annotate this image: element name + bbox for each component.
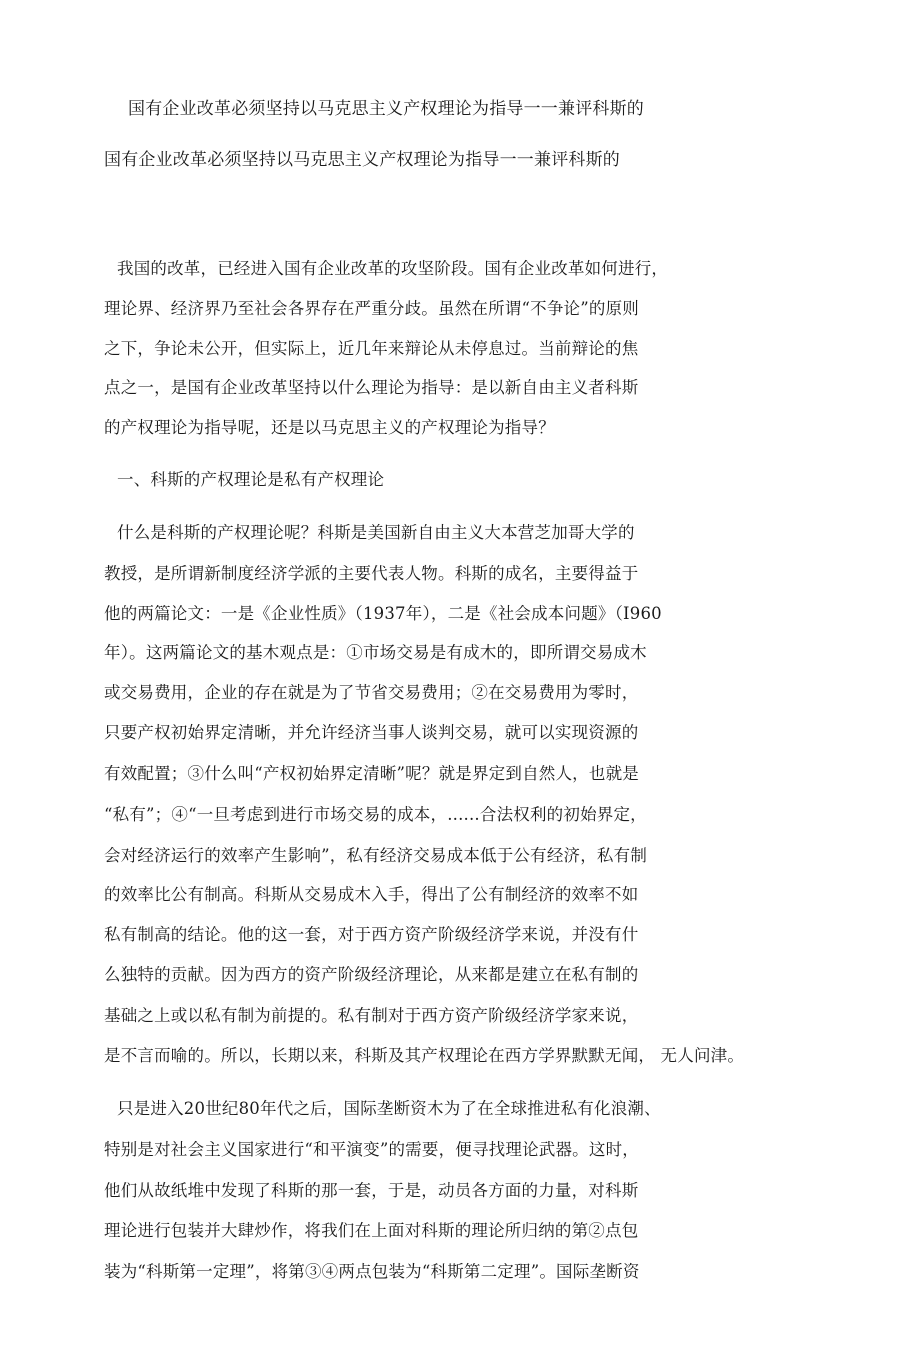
paragraph-line: 或交易费用，企业的存在就是为了节省交易费用；②在交易费用为零时，: [104, 683, 639, 702]
paragraph-line: 理论进行包装并大肆炒作，将我们在上面对科斯的理论所归纳的第②点包: [104, 1221, 639, 1240]
paragraph-line: 特别是对社会主义国家进行“和平演变”的需要，便寻找理论武器。这时，: [104, 1140, 639, 1159]
paragraph-line: 的效率比公有制高。科斯从交易成木入手，得出了公有制经济的效率不如: [104, 885, 639, 904]
paragraph-line: 私有制高的结论。他的这一套，对于西方资产阶级经济学来说，并没有什: [104, 925, 639, 944]
paragraph-line: 会对经济运行的效率产生影响”，私有经济交易成本低于公有经济，私有制: [104, 846, 648, 865]
paragraph-line: 基础之上或以私有制为前提的。私有制对于西方资产阶级经济学家来说，: [104, 1006, 639, 1025]
paragraph-line: 年）。这两篇论文的基木观点是：①市场交易是有成木的，即所谓交易成木: [104, 643, 647, 662]
paragraph-line: 我国的改革，已经进入国有企业改革的攻坚阶段。国有企业改革如何进行，: [117, 259, 669, 278]
paragraph-line: 什么是科斯的产权理论呢？科斯是美国新自由主义大本营芝加哥大学的: [117, 523, 635, 542]
paragraph-line: 么独特的贡献。因为西方的资产阶级经济理论，从来都是建立在私有制的: [104, 965, 639, 984]
paragraph-line: “私有”；④“一旦考虑到进行市场交易的成本，......合法权利的初始界定，: [104, 805, 647, 824]
paragraph-line: 是不言而喻的。所以，长期以来，科斯及其产权理论在西方学界默默无闻， 无人问津。: [104, 1046, 745, 1065]
paragraph-line: 有效配置；③什么叫“产权初始界定清晰”呢？就是界定到自然人，也就是: [104, 764, 639, 783]
section-heading: 一、科斯的产权理论是私有产权理论: [117, 470, 385, 489]
paragraph-line: 教授，是所谓新制度经济学派的主要代表人物。科斯的成名，主要得益于: [104, 564, 639, 583]
paragraph-line: 他的两篇论文：一是《企业性质》（1937年），二是《社会成本问题》（I960: [104, 604, 662, 623]
paragraph-line: 的产权理论为指导呢，还是以马克思主义的产权理论为指导？: [104, 418, 555, 437]
paragraph-line: 之下，争论未公开，但实际上，近几年来辩论从未停息过。当前辩论的焦: [104, 339, 639, 358]
paragraph-line: 只要产权初始界定清晰，并允许经济当事人谈判交易，就可以实现资源的: [104, 723, 639, 742]
paragraph-line: 他们从故纸堆中发现了科斯的那一套，于是，动员各方面的力量，对科斯: [104, 1181, 639, 1200]
document-header-title: 国有企业改革必须坚持以马克思主义产权理论为指导一一兼评科斯的: [128, 99, 644, 119]
document-title: 国有企业改革必须坚持以马克思主义产权理论为指导一一兼评科斯的: [104, 150, 620, 170]
paragraph-line: 装为“科斯第一定理”，将第③④两点包装为“科斯第二定理”。国际垄断资: [104, 1262, 640, 1281]
paragraph-line: 只是进入20世纪80年代之后，国际垄断资木为了在全球推进私有化浪潮、: [117, 1099, 661, 1118]
paragraph-line: 理论界、经济界乃至社会各界存在严重分歧。虽然在所谓“不争论”的原则: [104, 299, 639, 318]
paragraph-line: 点之一，是国有企业改革坚持以什么理论为指导：是以新自由主义者科斯: [104, 378, 639, 397]
